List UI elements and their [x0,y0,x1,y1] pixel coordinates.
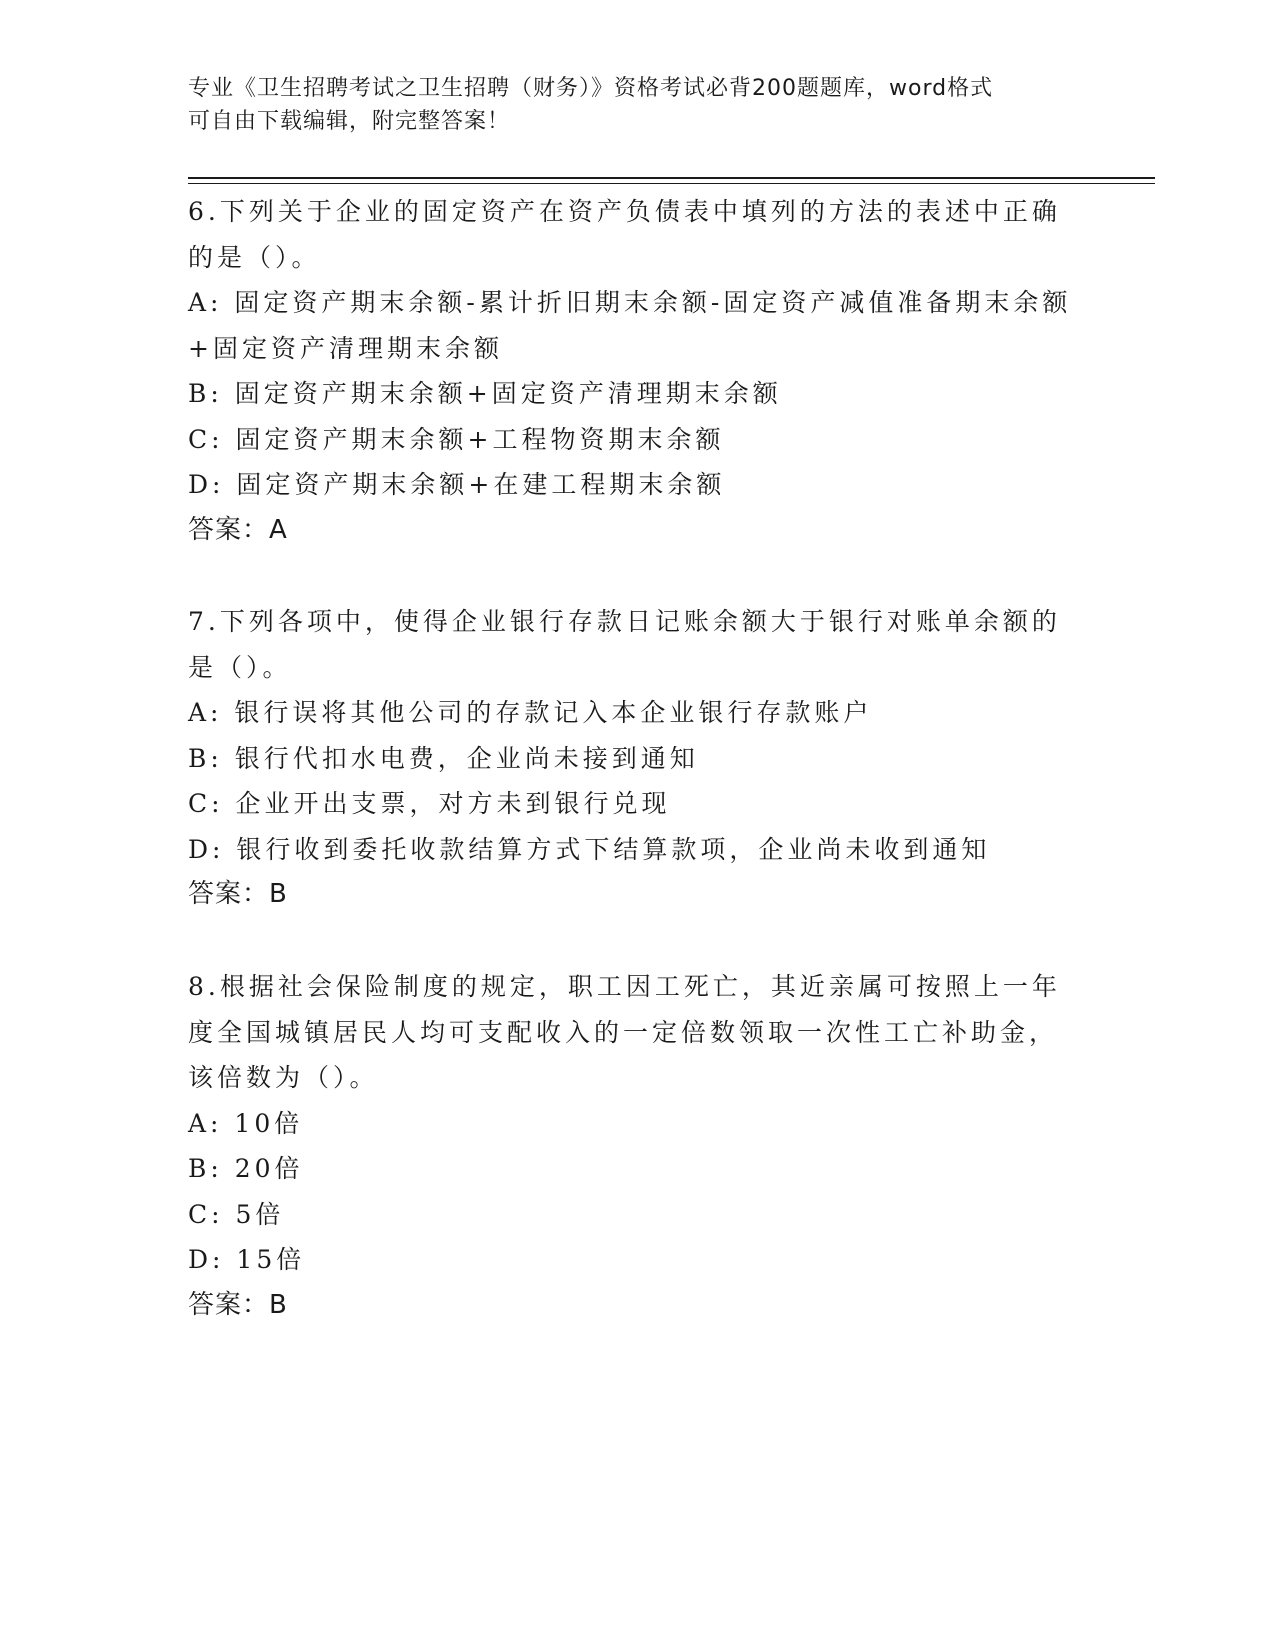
question-7 [188,599,1078,918]
header-divider-thick [188,177,1155,179]
option-a: A: 固定资产期末余额-累计折旧期末余额-固定资产减值准备期末余额 [188,288,1072,317]
header-divider-thin [188,183,1155,184]
option-b: B: 20倍 [188,1154,304,1183]
option-d: D: 固定资产期末余额+在建工程期末余额 [188,470,726,499]
answer-label: 答案：B [188,1289,288,1320]
question-stem-line: 6.下列关于企业的固定资产在资产负债表中填列的方法的表述中正确 [188,197,1061,226]
option-a: A: 10倍 [188,1108,304,1138]
option-b: B: 银行代扣水电费，企业尚未接到通知 [188,743,699,773]
question-stem-line: 该倍数为（）。 [188,1063,379,1092]
option-d: D: 15倍 [188,1245,306,1274]
question-8 [188,964,1078,1328]
question-stem-line: 是（）。 [188,652,292,682]
document-header [188,72,1068,138]
option-a: A: 银行误将其他公司的存款记入本企业银行存款账户 [188,698,873,727]
answer-label: 答案：B [188,879,288,909]
option-d: D: 银行收到委托收款结算方式下结算款项，企业尚未收到通知 [188,834,991,864]
answer-label: 答案：A [188,514,288,545]
option-b: B: 固定资产期末余额+固定资产清理期末余额 [188,379,782,408]
question-stem-line: 7.下列各项中，使得企业银行存款日记账余额大于银行对账单余额的 [188,607,1061,636]
question-stem-line: 度全国城镇居民人均可支配收入的一定倍数领取一次性工亡补助金， [188,1017,1059,1047]
option-c: C: 5倍 [188,1199,285,1229]
header-line-1: 专业《卫生招聘考试之卫生招聘（财务）》资格考试必背200题题库，word格式 [188,76,994,101]
question-stem-line: 的是（）。 [188,242,321,272]
question-stem-line: 8.根据社会保险制度的规定，职工因工死亡，其近亲属可按照上一年 [188,972,1061,1001]
option-c: C: 固定资产期末余额+工程物资期末余额 [188,424,725,454]
question-6 [188,189,1078,553]
option-a-continued: +固定资产清理期末余额 [188,333,503,363]
header-line-2: 可自由下载编辑，附完整答案！ [188,109,511,134]
option-c: C: 企业开出支票，对方未到银行兑现 [188,789,671,818]
